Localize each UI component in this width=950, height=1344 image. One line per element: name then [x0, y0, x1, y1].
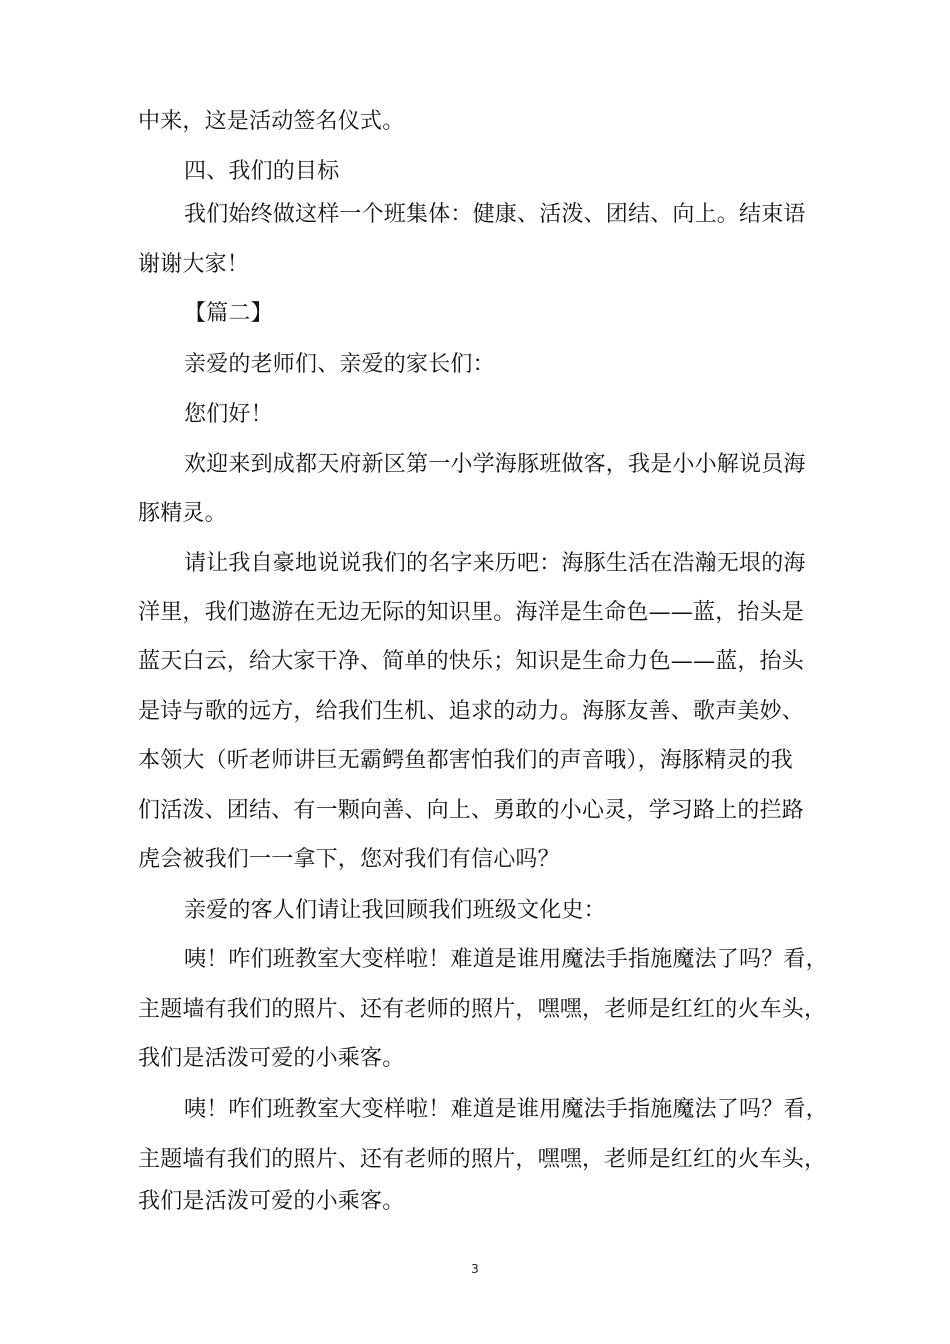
section-heading: 【篇二】: [184, 301, 273, 326]
text-line: 们活泼、团结、有一颗向善、向上、勇敢的小心灵，学习路上的拦路: [138, 798, 805, 823]
text-line: 欢迎来到成都天府新区第一小学海豚班做客，我是小小解说员海: [184, 452, 806, 477]
text-line: 您们好！: [184, 402, 273, 427]
section-heading: 四、我们的目标: [184, 159, 340, 184]
text-line: 蓝天白云，给大家干净、简单的快乐；知识是生命力色——蓝，抬头: [138, 649, 805, 674]
text-line: 虎会被我们一一拿下，您对我们有信心吗？: [138, 847, 560, 872]
page-number: 3: [471, 1262, 479, 1276]
text-line: 谢谢大家！: [138, 252, 250, 277]
text-line: 我们是活泼可爱的小乘客。: [138, 1046, 405, 1071]
text-line: 亲爱的老师们、亲爱的家长们：: [184, 352, 495, 377]
text-line: 豚精灵。: [138, 501, 227, 526]
text-line: 我们是活泼可爱的小乘客。: [138, 1189, 405, 1214]
text-line: 主题墙有我们的照片、还有老师的照片，嘿嘿，老师是红红的火车头，: [138, 997, 827, 1022]
text-line: 亲爱的客人们请让我回顾我们班级文化史：: [184, 898, 606, 923]
text-line: 咦！咋们班教室大变样啦！难道是谁用魔法手指施魔法了吗？看，: [184, 1097, 828, 1122]
text-line: 中来，这是活动签名仪式。: [138, 109, 405, 134]
text-line: 请让我自豪地说说我们的名字来历吧：海豚生活在浩瀚无垠的海: [184, 551, 806, 576]
text-line: 本领大（听老师讲巨无霸鳄鱼都害怕我们的声音哦），海豚精灵的我: [138, 748, 794, 773]
text-line: 我们始终做这样一个班集体：健康、活泼、团结、向上。结束语: [184, 202, 806, 227]
text-line: 主题墙有我们的照片、还有老师的照片，嘿嘿，老师是红红的火车头，: [138, 1147, 827, 1172]
text-line: 咦！咋们班教室大变样啦！难道是谁用魔法手指施魔法了吗？看，: [184, 947, 828, 972]
text-line: 是诗与歌的远方，给我们生机、追求的动力。海豚友善、歌声美妙、: [138, 699, 805, 724]
text-line: 洋里，我们遨游在无边无际的知识里。海洋是生命色——蓝，抬头是: [138, 600, 805, 625]
